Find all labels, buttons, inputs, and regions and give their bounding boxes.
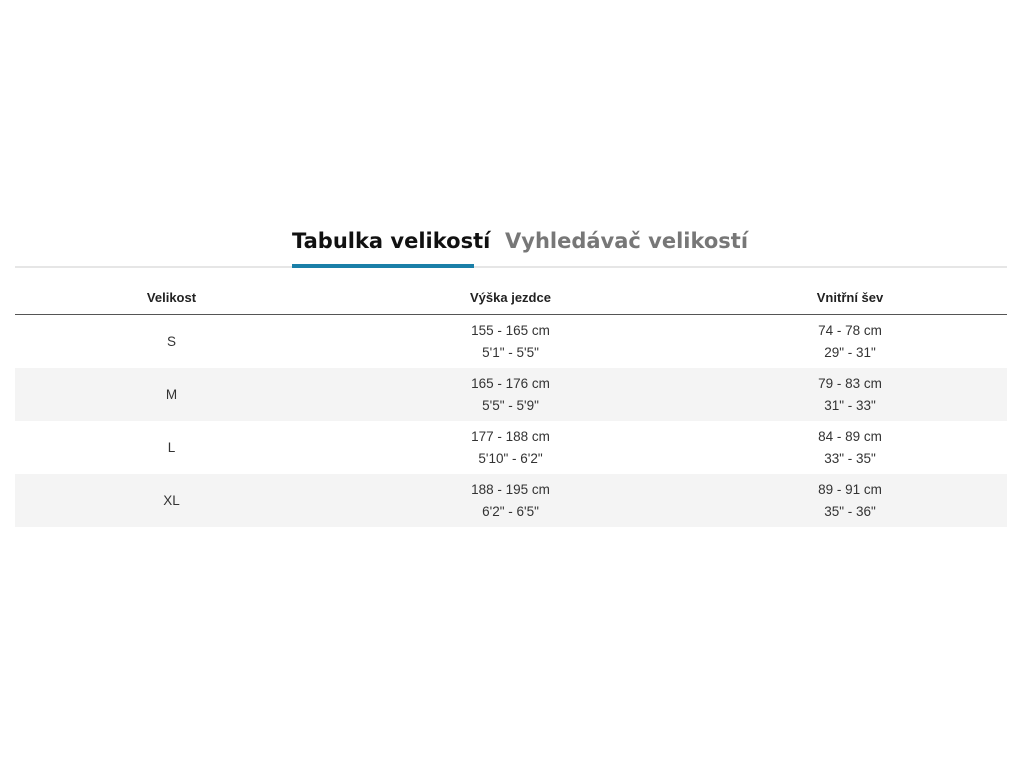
height-in: 5'1" - 5'5" <box>482 344 539 360</box>
inseam-cm: 79 - 83 cm <box>818 375 882 391</box>
size-cell: XL <box>163 493 180 508</box>
inseam-cell <box>693 426 1007 470</box>
height-in: 5'10" - 6'2" <box>478 450 543 466</box>
height-cm: 188 - 195 cm <box>471 481 550 497</box>
inseam-cell <box>693 373 1007 417</box>
inseam-cell <box>693 479 1007 523</box>
size-table <box>15 280 1007 527</box>
height-cm: 155 - 165 cm <box>471 322 550 338</box>
size-tabs <box>15 222 1007 268</box>
table-row <box>15 368 1007 421</box>
height-cm: 165 - 176 cm <box>471 375 550 391</box>
table-row <box>15 474 1007 527</box>
size-cell: L <box>167 440 176 455</box>
inseam-cm: 84 - 89 cm <box>818 428 882 444</box>
header-rider-height: Výška jezdce <box>470 289 551 305</box>
table-row <box>15 315 1007 368</box>
height-cell <box>328 479 693 523</box>
inseam-in: 33" - 35" <box>824 450 876 466</box>
height-in: 5'5" - 5'9" <box>482 397 539 413</box>
inseam-cm: 74 - 78 cm <box>818 322 882 338</box>
inseam-in: 35" - 36" <box>824 503 876 519</box>
inseam-cm: 89 - 91 cm <box>818 481 882 497</box>
size-cell: M <box>165 387 178 402</box>
header-inseam: Vnitřní šev <box>816 289 884 305</box>
table-header <box>15 280 1007 315</box>
header-size: Velikost <box>146 289 197 305</box>
size-cell: S <box>166 334 176 349</box>
height-cm: 177 - 188 cm <box>471 428 550 444</box>
tab-size-finder[interactable]: Vyhledávač velikostí <box>505 229 749 253</box>
inseam-in: 29" - 31" <box>824 344 876 360</box>
height-cell <box>328 426 693 470</box>
table-row <box>15 421 1007 474</box>
inseam-in: 31" - 33" <box>824 397 876 413</box>
height-in: 6'2" - 6'5" <box>482 503 539 519</box>
height-cell <box>328 373 693 417</box>
height-cell <box>328 320 693 364</box>
inseam-cell <box>693 320 1007 364</box>
tab-size-chart[interactable]: Tabulka velikostí <box>292 226 474 268</box>
